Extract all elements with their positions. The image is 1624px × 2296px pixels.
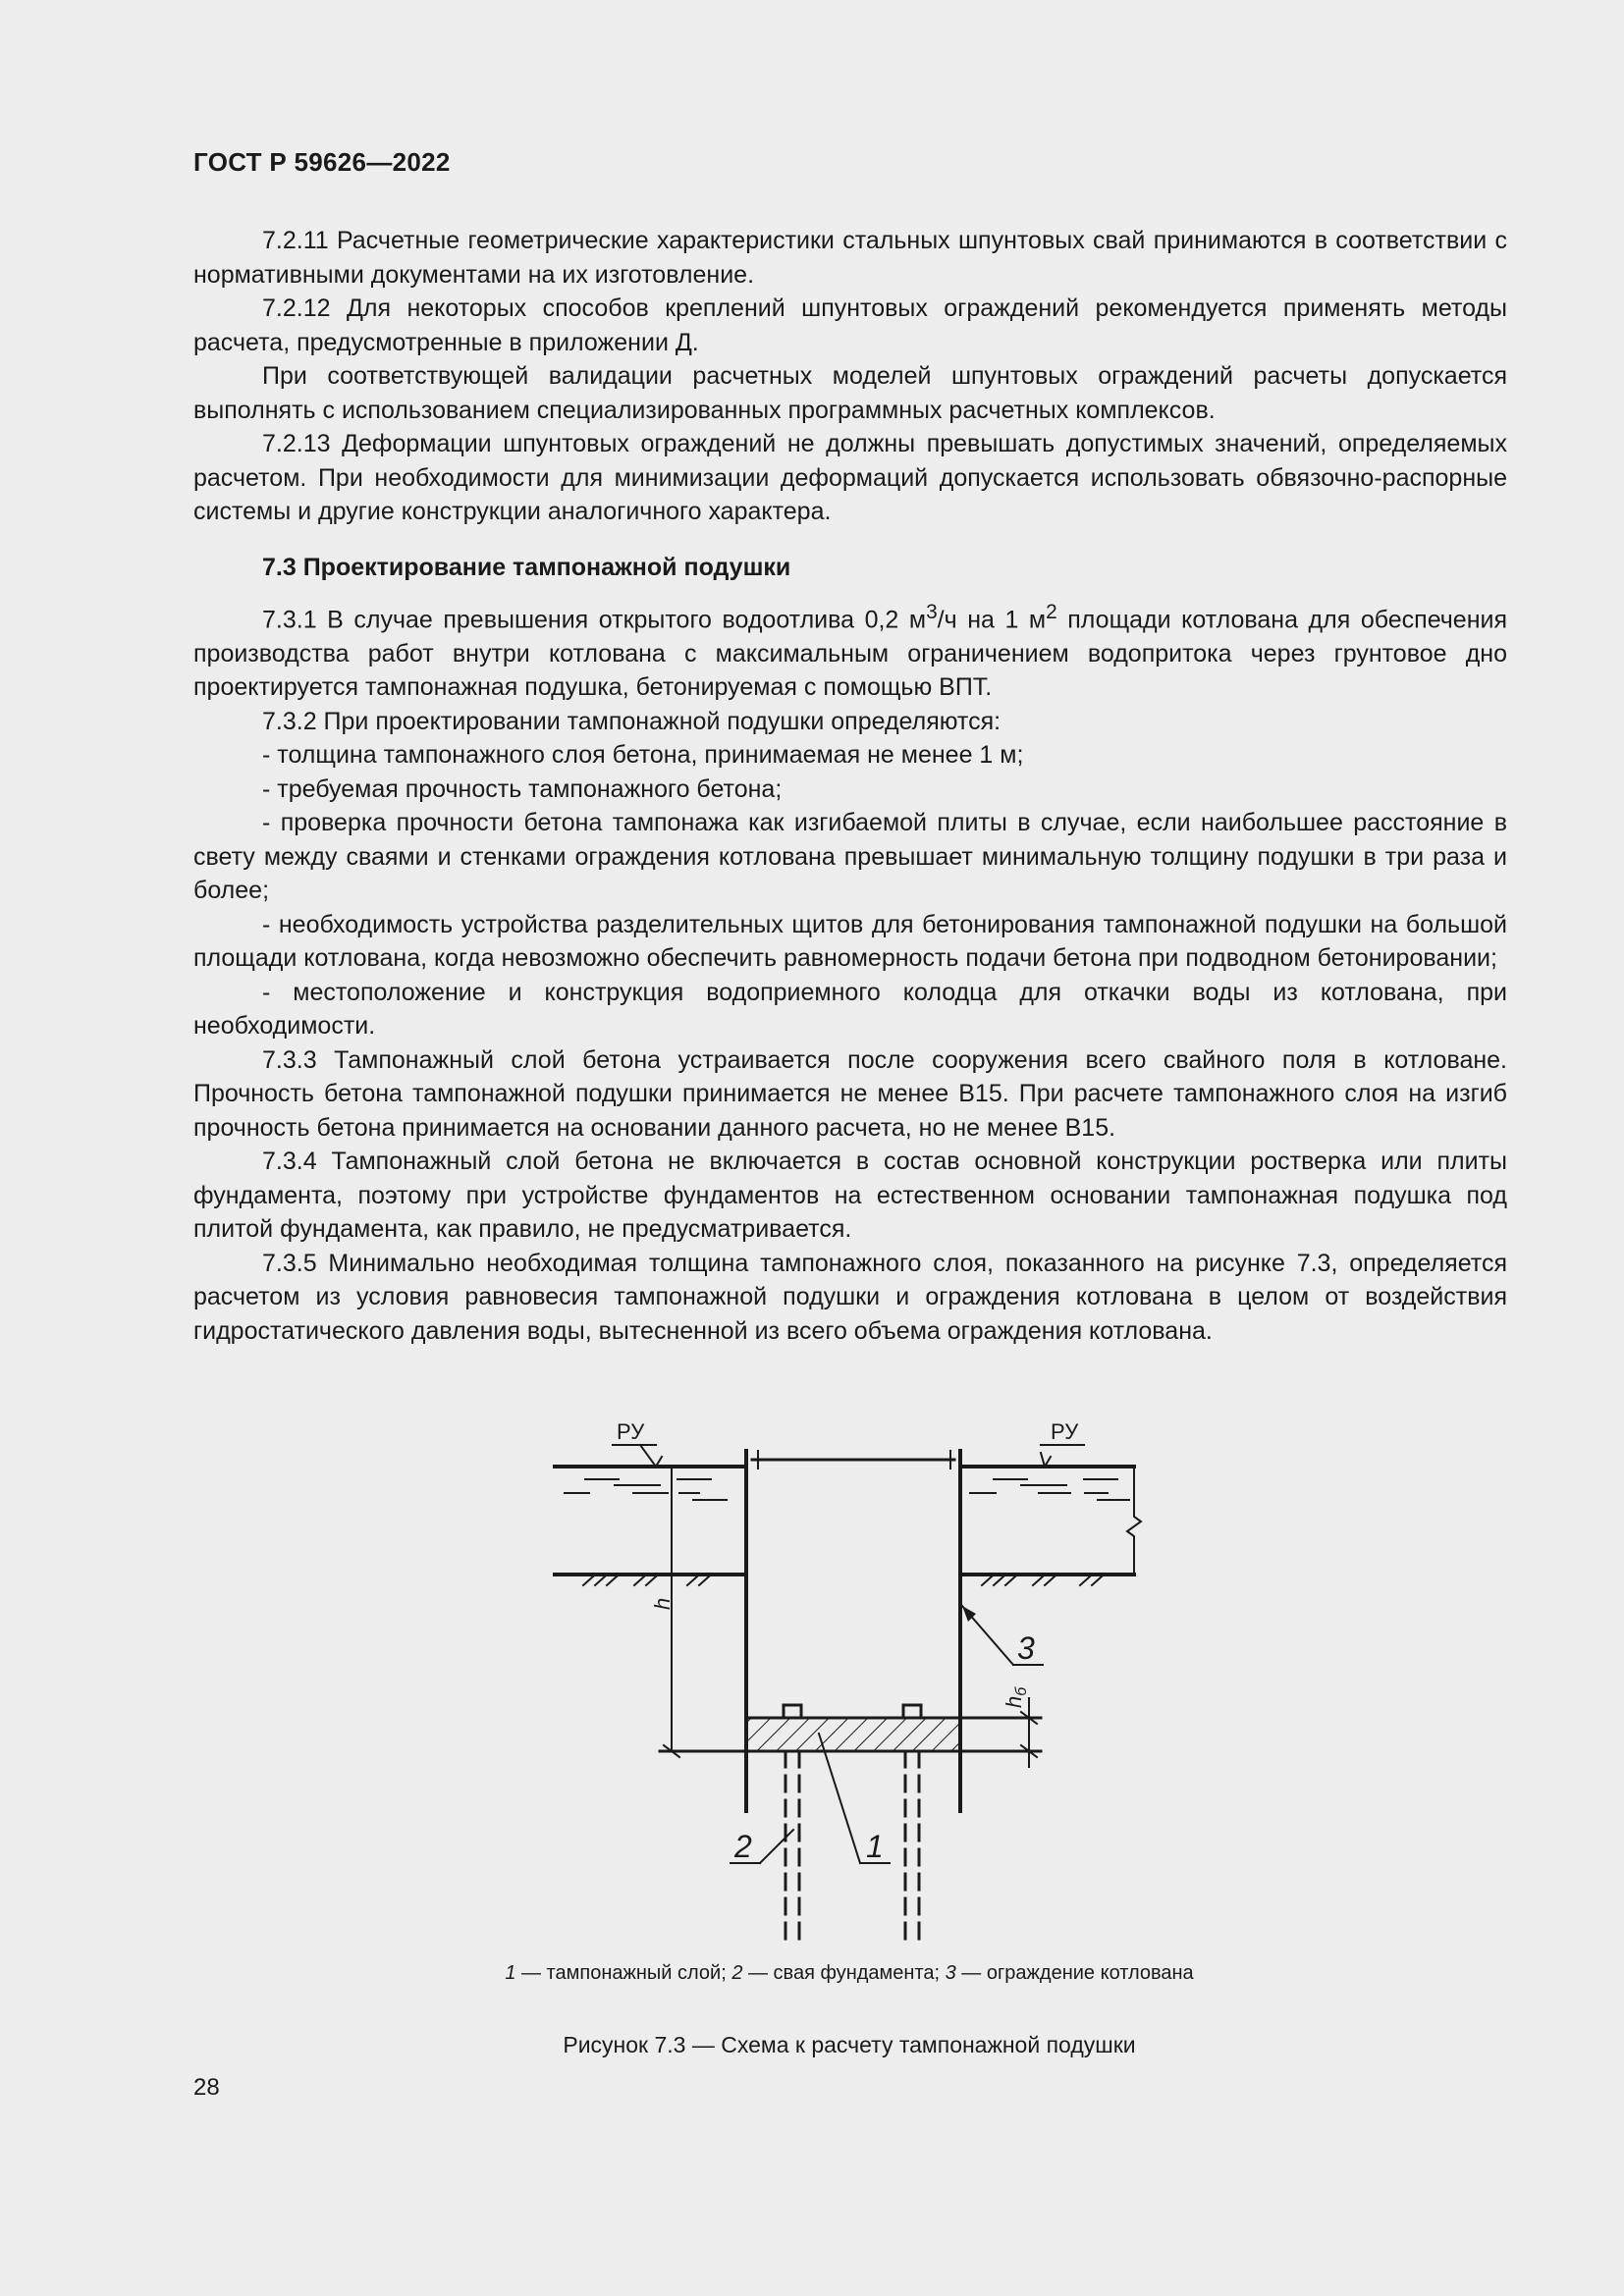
paragraph-7-3-2: 7.3.2 При проектировании тампонажной подушки определяются: (262, 707, 1001, 735)
list-item: - необходимость устройства разделительных щитов для бетонирования тампонажной подушки на большой площади котлована, когда невозможно обеспечить равномерность подачи бетона при подводном бетонировании; (193, 910, 1507, 973)
list-item: - требуемая прочность тампонажного бетона; (262, 774, 783, 803)
paragraph-7-2-13: 7.2.13 Деформации шпунтовых ограждений не должны превышать допустимых значений, определяемых расчетом. При необходимости для минимизации деформаций допускается использовать обвязочно-распорные системы и другие конструкции аналогичного характера. (193, 430, 1507, 525)
paragraph-7-3-3: 7.3.3 Тампонажный слой бетона устраивается после сооружения всего свайного поля в котловане. Прочность бетона тампонажной подушки принимается не менее В15. При расчете тампонажного слоя на изгиб прочность бетона принимается на основании данного расчета, но не менее В15. (193, 1045, 1507, 1142)
paragraph-7-3-5: 7.3.5 Минимально необходимая толщина тампонажного слоя, показанного на рисунке 7.3, определяется расчетом из условия равновесия тампонажной подушки и ограждения котлована в целом от воздействия гидростатического давления воды, вытесненной из всего объема ограждения котлована. (193, 1249, 1507, 1345)
document-body (193, 224, 1507, 1348)
h-label: h (650, 1597, 675, 1610)
ru-label-right: РУ (1051, 1419, 1079, 1444)
water-ripples-right (970, 1479, 1129, 1500)
page-number: 28 (193, 2074, 220, 2101)
paragraph-7-2-12-validation: При соответствующей валидации расчетных моделей шпунтовых ограждений расчеты допускается выполнять с использованием специализированных программных расчетных комплексов. (193, 362, 1507, 424)
hb-label-main: h (1001, 1695, 1026, 1708)
section-heading-7-3: 7.3 Проектирование тампонажной подушки (262, 553, 791, 581)
superscript-3: 3 (926, 601, 938, 623)
paragraph-7-3-1-part-c: площади котлована для обеспечения производства работ внутри котлована с максимальным ограничением водопритока через грунтовое дно проектируется тампонажная подушка, бетонируемая с помощью ВПТ. (193, 606, 1508, 702)
list-item: - местоположение и конструкция водоприемного колодца для откачки воды из котлована, при необходимости. (193, 978, 1507, 1041)
ru-marker-right (1041, 1445, 1084, 1467)
paragraph-7-3-1-part-b: /ч на 1 м (937, 606, 1047, 634)
callout-3: 3 (1017, 1630, 1035, 1666)
list-item: - толщина тампонажного слоя бетона, принимаемая не менее 1 м; (262, 741, 1024, 770)
ru-marker-left (613, 1445, 662, 1467)
ground-hatching (583, 1576, 1102, 1585)
figure-caption: Рисунок 7.3 — Схема к расчету тампонажной подушки (563, 2032, 1136, 2057)
paragraph-7-3-1-part-a: 7.3.1 В случае превышения открытого водоотлива 0,2 м (262, 606, 927, 634)
figure-7-3 (530, 1406, 1159, 1955)
superscript-2: 2 (1046, 601, 1057, 623)
hb-label-subscript: б (1013, 1686, 1030, 1696)
legend-num-2: 2 (731, 1962, 743, 1984)
figure-diagram (530, 1406, 1159, 1955)
list-item: - проверка прочности бетона тампонажа как изгибаемой плиты в случае, если наибольшее расстояние в свету между сваями и стенками ограждения котлована превышает минимальную толщину подушки в три раза и более; (193, 809, 1507, 905)
legend-text-2: — свая фундамента; (742, 1962, 946, 1984)
ru-label-left: РУ (617, 1419, 645, 1444)
callout-2: 2 (734, 1829, 752, 1864)
legend-text-1: — тампонажный слой; (515, 1962, 732, 1984)
legend-text-3: — ограждение котлована (955, 1962, 1194, 1984)
paragraph-7-3-4: 7.3.4 Тампонажный слой бетона не включается в состав основной конструкции ростверка или плиты фундамента, поэтому при устройстве фундаментов на естественном основании тампонажная подушка под плитой фундамента, как правило, не предусматривается. (193, 1148, 1507, 1244)
paragraph-7-2-12: 7.2.12 Для некоторых способов креплений шпунтовых ограждений рекомендуется применять методы расчета, предусмотренные в приложении Д. (193, 294, 1507, 356)
figure-legend (491, 1959, 1208, 1987)
legend-num-1: 1 (505, 1962, 516, 1984)
legend-num-3: 3 (945, 1962, 956, 1984)
tamponage-layer (748, 1718, 958, 1751)
hb-label (1001, 1686, 1030, 1708)
paragraph-7-3-1 (193, 596, 1507, 705)
break-line (1127, 1467, 1141, 1575)
callout-1: 1 (866, 1829, 884, 1864)
water-ripples-left (565, 1479, 727, 1500)
document-header: ГОСТ Р 59626—2022 (193, 147, 451, 177)
leader-2 (760, 1830, 793, 1863)
leader-1 (819, 1734, 860, 1863)
hb-label-group (1001, 1686, 1030, 1708)
paragraph-7-2-11: 7.2.11 Расчетные геометрические характеристики стальных шпунтовых свай принимаются в соответствии с нормативными документами на их изготовление. (193, 227, 1507, 289)
